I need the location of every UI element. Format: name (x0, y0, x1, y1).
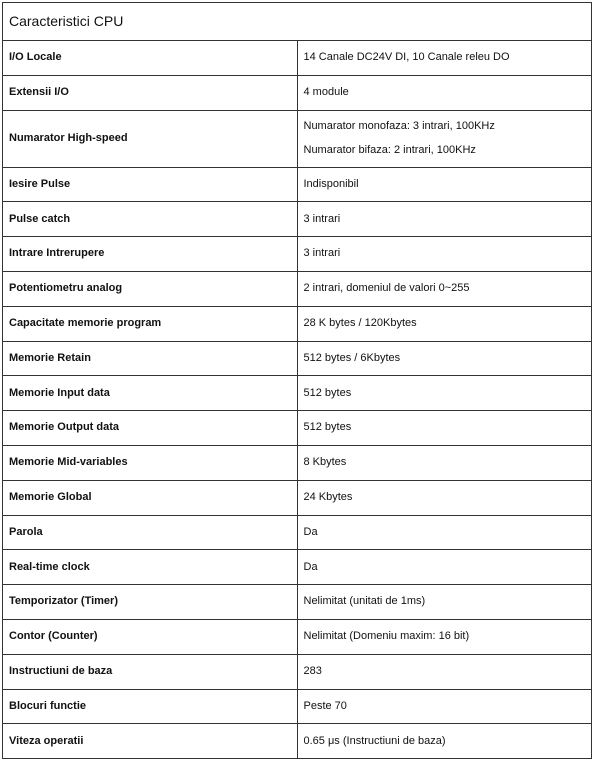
table-row (3, 75, 592, 110)
table-row (3, 550, 592, 585)
spec-value: 8 Kbytes (303, 456, 347, 469)
spec-label: Contor (Counter) (3, 619, 298, 654)
table-row (3, 202, 592, 237)
spec-value-cell (297, 110, 592, 167)
spec-value-cell (297, 202, 592, 237)
table-row (3, 237, 592, 272)
table-row (3, 480, 592, 515)
spec-value: Indisponibil (303, 177, 359, 190)
table-row (3, 515, 592, 550)
spec-label: Parola (3, 515, 298, 550)
spec-value: 28 K bytes / 120Kbytes (303, 317, 417, 330)
table-row (3, 110, 592, 167)
spec-value-cell (297, 306, 592, 341)
spec-value: 512 bytes / 6Kbytes (303, 351, 401, 364)
spec-value: 14 Canale DC24V DI, 10 Canale releu DO (303, 51, 510, 64)
spec-value: 24 Kbytes (303, 491, 353, 504)
spec-value-cell (297, 167, 592, 202)
table-row (3, 376, 592, 411)
spec-value: Numarator monofaza: 3 intrari, 100KHz (303, 119, 495, 132)
spec-value: Nelimitat (unitati de 1ms) (303, 595, 426, 608)
spec-value: 3 intrari (303, 212, 341, 225)
spec-label: Real-time clock (3, 550, 298, 585)
spec-value-cell (297, 341, 592, 376)
spec-value: 512 bytes (303, 386, 352, 399)
spec-value: 283 (303, 665, 322, 678)
spec-value-cell (297, 585, 592, 620)
spec-label: Memorie Input data (3, 376, 298, 411)
spec-label: Temporizator (Timer) (3, 585, 298, 620)
spec-label: Memorie Retain (3, 341, 298, 376)
table-row (3, 689, 592, 724)
spec-value-cell (297, 689, 592, 724)
spec-value-cell (297, 411, 592, 446)
spec-label: Capacitate memorie program (3, 306, 298, 341)
spec-value: Da (303, 525, 318, 538)
table-row (3, 306, 592, 341)
spec-label: I/O Locale (3, 41, 298, 76)
spec-value: 3 intrari (303, 247, 341, 260)
table-row (3, 167, 592, 202)
spec-value: 0.65 μs (Instructiuni de baza) (303, 734, 446, 747)
spec-value-cell (297, 237, 592, 272)
spec-value: 4 module (303, 86, 349, 99)
table-row (3, 619, 592, 654)
spec-value-cell (297, 550, 592, 585)
spec-value: Da (303, 560, 318, 573)
table-row (3, 445, 592, 480)
spec-label: Pulse catch (3, 202, 298, 237)
table-row (3, 271, 592, 306)
spec-label: Memorie Output data (3, 411, 298, 446)
spec-value-cell (297, 724, 592, 759)
table-row (3, 341, 592, 376)
spec-value-cell (297, 271, 592, 306)
spec-label: Extensii I/O (3, 75, 298, 110)
table-row (3, 41, 592, 76)
spec-label: Numarator High-speed (3, 110, 298, 167)
spec-label: Intrare Intrerupere (3, 237, 298, 272)
table-row (3, 585, 592, 620)
spec-label: Memorie Global (3, 480, 298, 515)
spec-value-cell (297, 515, 592, 550)
spec-label: Blocuri functie (3, 689, 298, 724)
table-title: Caracteristici CPU (3, 3, 592, 41)
spec-value: Nelimitat (Domeniu maxim: 16 bit) (303, 630, 470, 643)
table-title-row (3, 3, 592, 41)
spec-value-cell (297, 75, 592, 110)
spec-value-cell (297, 376, 592, 411)
spec-value: Numarator bifaza: 2 intrari, 100KHz (303, 144, 476, 157)
spec-value: 2 intrari, domeniul de valori 0~255 (303, 282, 470, 295)
spec-value: Peste 70 (303, 699, 347, 712)
spec-label: Memorie Mid-variables (3, 445, 298, 480)
table-row (3, 411, 592, 446)
spec-value-cell (297, 480, 592, 515)
spec-value: 512 bytes (303, 421, 352, 434)
spec-label: Potentiometru analog (3, 271, 298, 306)
table-row (3, 724, 592, 759)
spec-value-cell (297, 619, 592, 654)
spec-value-cell (297, 654, 592, 689)
spec-value-cell (297, 445, 592, 480)
spec-label: Viteza operatii (3, 724, 298, 759)
spec-label: Iesire Pulse (3, 167, 298, 202)
table-row (3, 654, 592, 689)
spec-label: Instructiuni de baza (3, 654, 298, 689)
spec-value-cell (297, 41, 592, 76)
cpu-spec-table (2, 2, 592, 759)
